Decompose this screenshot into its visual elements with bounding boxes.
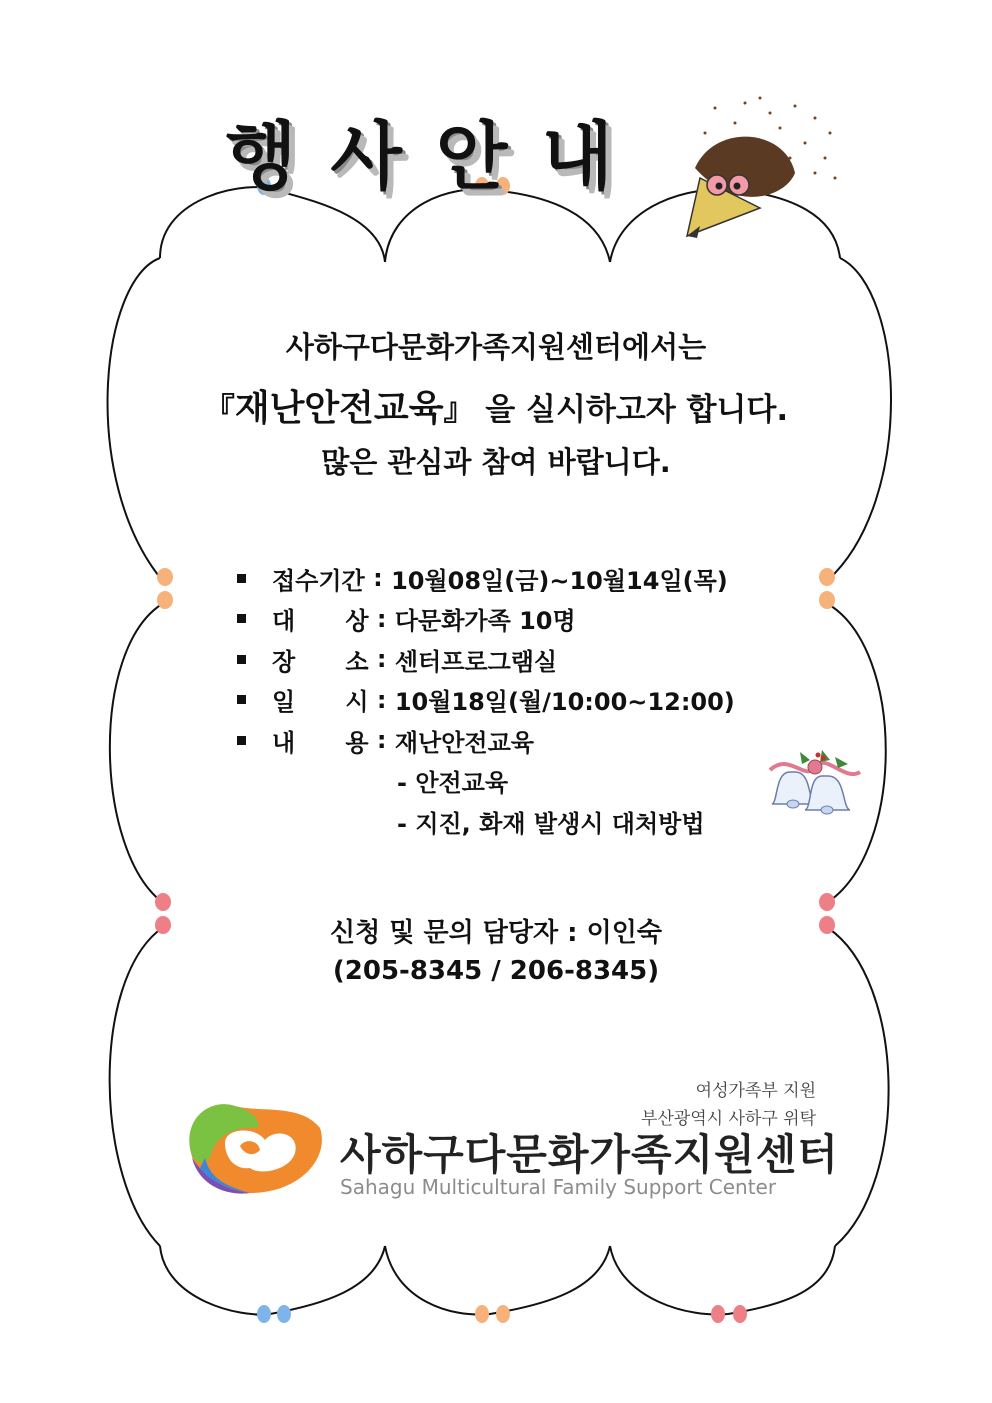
christmas-bells-icon [760,742,870,822]
support-line-1: 여성가족부 지원 [695,1081,816,1101]
pencil-character-icon [675,88,850,248]
bullet-icon [237,736,246,745]
organization-name-english: Sahagu Multicultural Family Support Center [340,1175,777,1199]
intro-line-3: 많은 관심과 참여 바랍니다. [321,445,671,479]
detail-row: 일 시 : 10월18일(월/10:00~12:00) [235,680,735,721]
center-logo-icon [180,1098,330,1198]
bullet-icon [237,574,246,583]
detail-row: 대 상 : 다문화가족 10명 [235,599,735,640]
bullet-icon [237,614,246,623]
bullet-icon [237,695,246,704]
support-line-2: 부산광역시 사하구 위탁 [640,1109,816,1129]
bullet-icon [237,655,246,664]
contact-phone: (205-8345 / 206-8345) [332,956,660,986]
content-item: - 안전교육 [397,769,509,798]
contact-person: 신청 및 문의 담당자 : 이인숙 [330,918,662,948]
intro-line-2: 『재난안전교육』 을 실시하고자 합니다. [203,388,789,429]
detail-row: 접수기간 : 10월08일(금)~10월14일(목) [235,558,735,599]
program-name: 재난안전교육 [234,388,444,429]
detail-row: 장 소 : 센터프로그램실 [235,639,735,680]
intro-line-1: 사하구다문화가족지원센터에서는 [285,330,707,364]
organization-name-korean: 사하구다문화가족지원센터 [340,1130,839,1179]
event-details [235,558,735,842]
detail-row: 내 용 : 재난안전교육 [235,720,735,761]
content-item: - 지진, 화재 발생시 대처방법 [397,809,705,838]
page-title: 행사안내 [225,114,647,200]
